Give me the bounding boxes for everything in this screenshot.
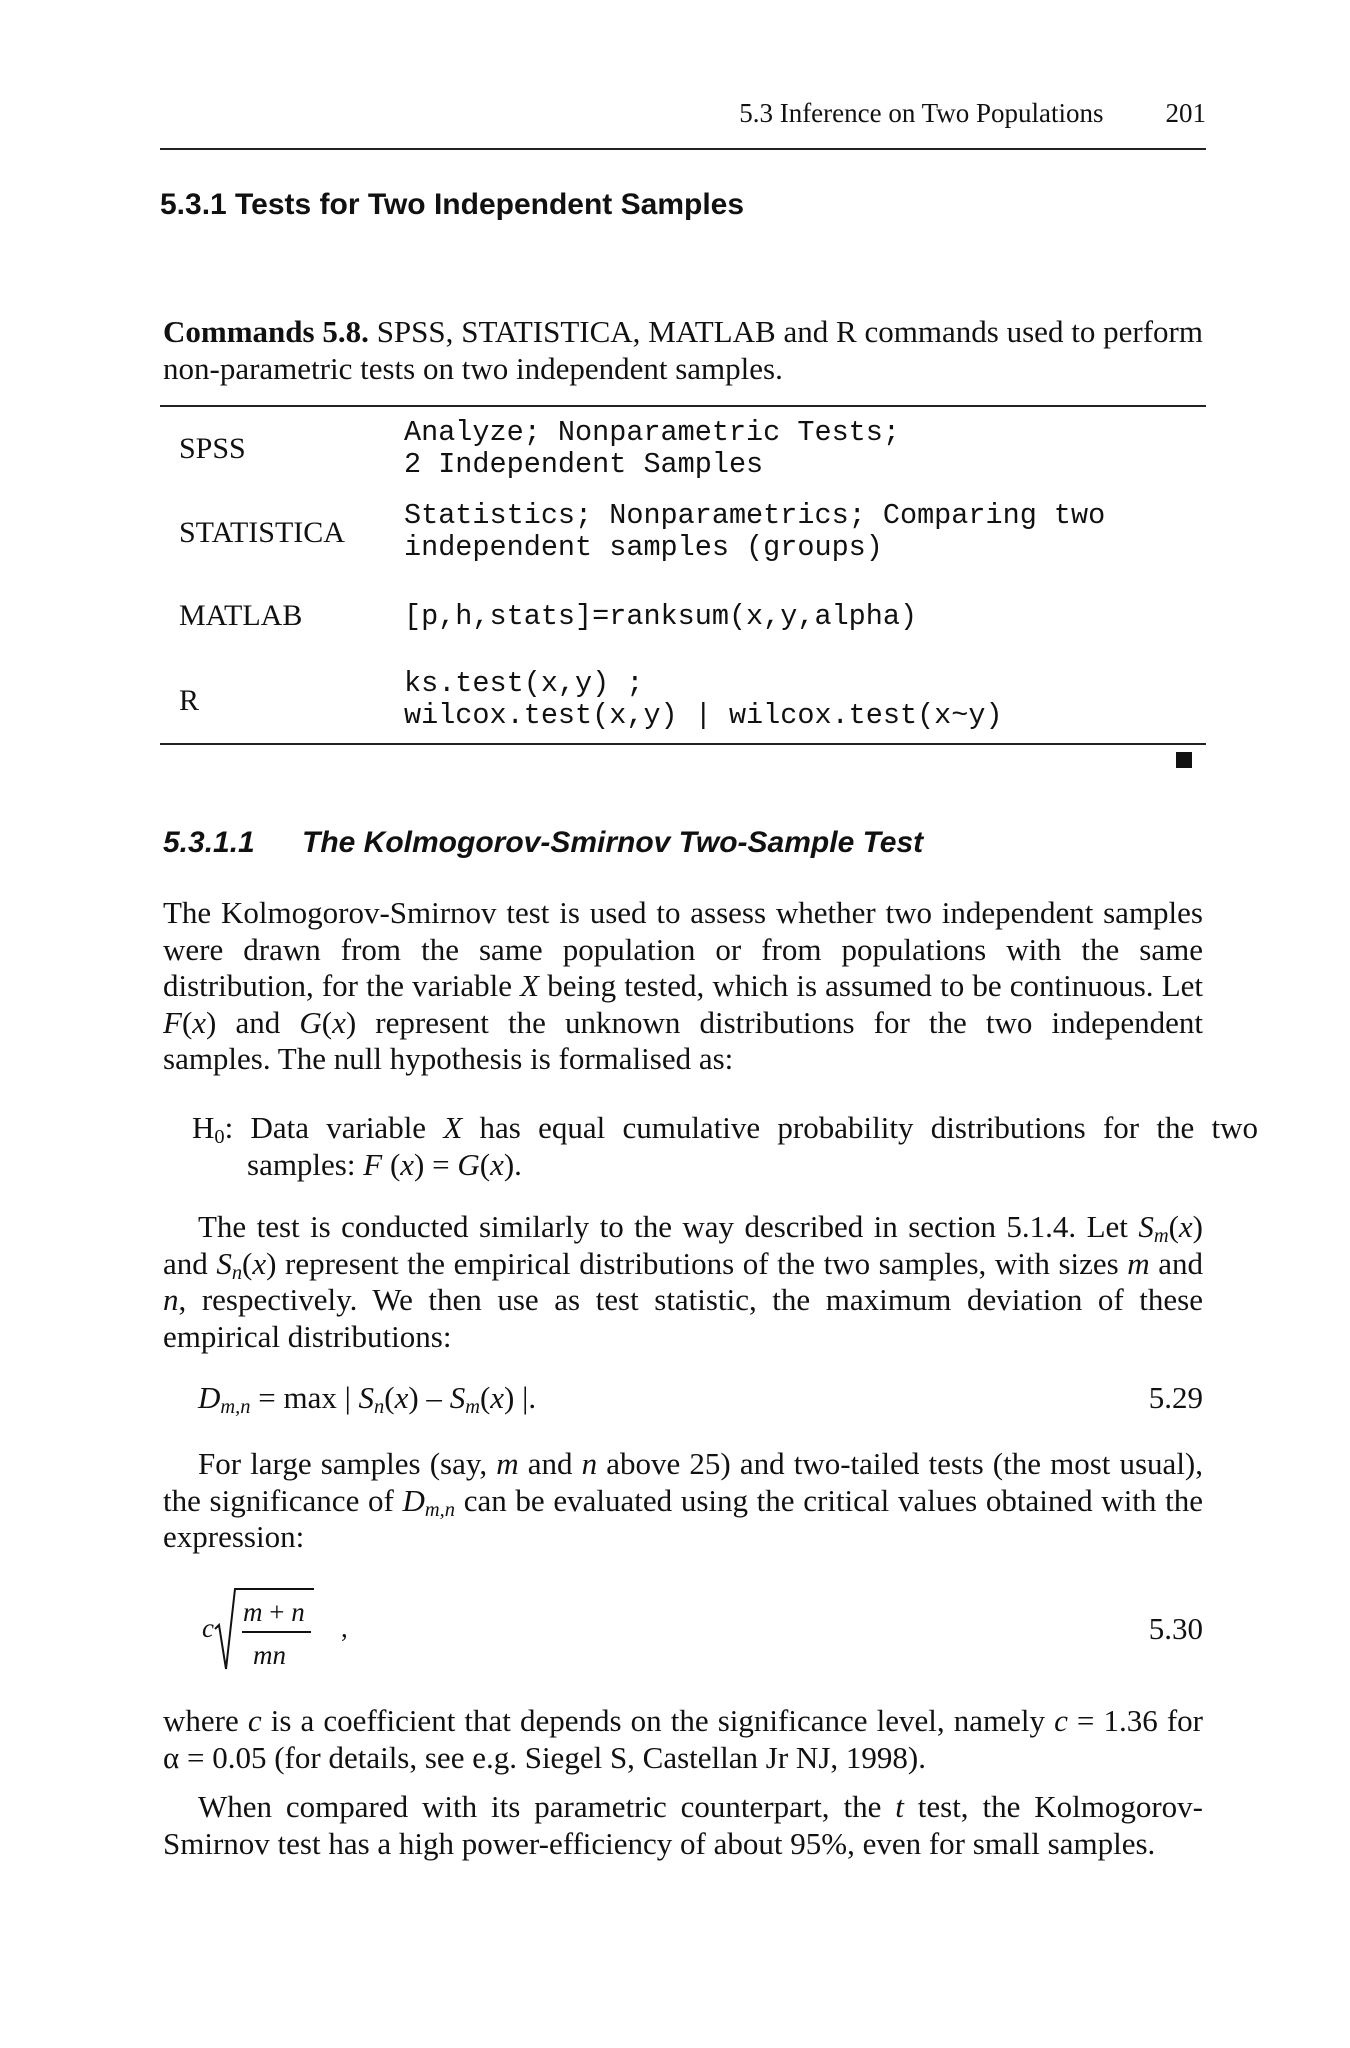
var-x: X — [443, 1110, 463, 1145]
program-name: STATISTICA — [179, 516, 345, 549]
text-run: represent the unknown distributions for the two independent samples. The null hypothesis is formalised as: — [163, 1004, 1203, 1076]
paragraph-coefficient: where c is a coefficient that depends on the significance level, namely c = 1.36 for α = 0.05 (for details, see e.g. Siegel S, Castellan Jr NJ, 1998). — [163, 1703, 1204, 1775]
program-name: R — [179, 684, 200, 717]
text-run: where — [163, 1703, 248, 1738]
table-bottom-rule — [160, 743, 1206, 745]
h0-label: H — [192, 1110, 215, 1145]
text-run: , respectively. We then use as test statistic, the maximum deviation of these empirical distributions: — [163, 1282, 1203, 1354]
equation-5-30 — [198, 1585, 368, 1675]
text-run: The Kolmogorov-Smirnov test is used to assess whether two independent samples were drawn from the same population or from populations with the same distribution, for the variable — [163, 895, 1203, 1003]
subsection-number: 5.3.1.1 — [163, 826, 255, 859]
text-run: test, the Kolmogorov-Smirnov test has a high power-efficiency of about 95%, even for small samples. — [163, 1789, 1203, 1861]
section-heading: 5.3.1 Tests for Two Independent Samples — [160, 188, 745, 221]
program-name: SPSS — [179, 432, 246, 465]
text-run: When compared with its parametric counterpart, the — [198, 1789, 896, 1824]
text-run: and — [518, 1446, 582, 1481]
caption-text: SPSS, STATISTICA, MATLAB and R commands used to perform non-parametric tests on two independent samples. — [163, 314, 1203, 386]
paragraph-intro: The Kolmogorov-Smirnov test is used to assess whether two independent samples were drawn from the same population or from populations with the same distribution, for the variable X being tested, which is assumed to be continuous. Let F(x) and G(x) represent the unknown distributions for the two independent samples. The null hypothesis is formalised as: — [163, 895, 1204, 1076]
text-run: and — [1149, 1245, 1204, 1281]
text-run: and — [163, 1245, 217, 1281]
text-run: = 1.36 for α = 0.05 (for details, see e.g. Siegel S, Castellan Jr NJ, 1998). — [163, 1703, 1204, 1775]
caption-label: Commands 5.8. — [163, 314, 369, 349]
svg-text:m + n: m + n — [243, 1597, 305, 1627]
text-run: : Data variable — [224, 1110, 444, 1145]
commands-caption — [163, 314, 1203, 387]
subsection-title: The Kolmogorov-Smirnov Two-Sample Test — [302, 826, 924, 859]
null-hypothesis: $H_0$: Data variable X has equal cumulative probability distributions for the two samples: F (x) = G(x). — [192, 1110, 1258, 1182]
text-run: above 25) and two-tailed tests (the most usual), the significance of — [163, 1446, 1204, 1518]
program-name: MATLAB — [179, 599, 303, 632]
equation-number: 5.30 — [1148, 1611, 1203, 1646]
paragraph-statistic: The test is conducted similarly to the way described in section 5.1.4. Let $S_m(x)$ and $S_n(x)$ represent the empirical distributions of the two samples, with sizes m and n, respectively. We then use as test statistic, the maximum deviation of these empirical distributions: — [163, 1209, 1204, 1354]
svg-text:,: , — [341, 1613, 348, 1643]
svg-text:mn: mn — [253, 1640, 286, 1670]
fn-f: F — [163, 1004, 182, 1040]
var-t: t — [895, 1789, 904, 1824]
var-x: X — [520, 968, 540, 1003]
command-text: [p,h,stats]=ranksum(x,y,alpha) — [404, 600, 918, 633]
text-run: and — [216, 1004, 300, 1040]
end-of-box-marker — [1176, 752, 1192, 768]
text-run: being tested, which is assumed to be continuous. Let — [539, 968, 1204, 1003]
text-run: For large samples (say, — [198, 1446, 497, 1481]
paragraph-power-efficiency — [163, 1789, 1203, 1862]
fn-g: G — [299, 1004, 322, 1040]
command-text: ks.test(x,y) ; wilcox.test(x,y) | wilcox.test(x~y) — [404, 667, 1003, 732]
subsection-heading — [163, 826, 923, 860]
svg-text:c: c — [202, 1613, 214, 1643]
command-text: Statistics; Nonparametrics; Comparing two independent samples (groups) — [404, 499, 1106, 564]
text-run: can be evaluated using the critical values obtained with the expression: — [163, 1482, 1203, 1554]
header-rule — [160, 148, 1206, 150]
text-run: represent the empirical distributions of the two samples, with sizes — [276, 1245, 1128, 1281]
table-top-rule — [160, 405, 1206, 407]
h0-subscript: 0 — [214, 1126, 225, 1149]
paragraph-large-samples: For large samples (say, m and n above 25) and two-tailed tests (the most usual), the significance of $D_{m,n}$ can be evaluated using the critical values obtained with the expression: — [163, 1446, 1204, 1554]
running-title: 5.3 Inference on Two Populations — [739, 98, 1104, 128]
equation-5-29: $D_{m,n} = \max$ | $S_n(x) - S_m(x)$ |. — [198, 1380, 537, 1419]
running-header — [160, 98, 1206, 138]
equation-number: 5.29 — [1148, 1380, 1203, 1415]
text-run: The test is conducted similarly to the way described in section 5.1.4. Let — [198, 1209, 1139, 1244]
page-number: 201 — [1165, 98, 1206, 128]
command-text: Analyze; Nonparametric Tests; 2 Independent Samples — [404, 416, 900, 481]
text-run: has equal cumulative probability distributions for the two samples: — [247, 1110, 1258, 1182]
text-run: is a coefficient that depends on the significance level, namely — [261, 1703, 1055, 1738]
